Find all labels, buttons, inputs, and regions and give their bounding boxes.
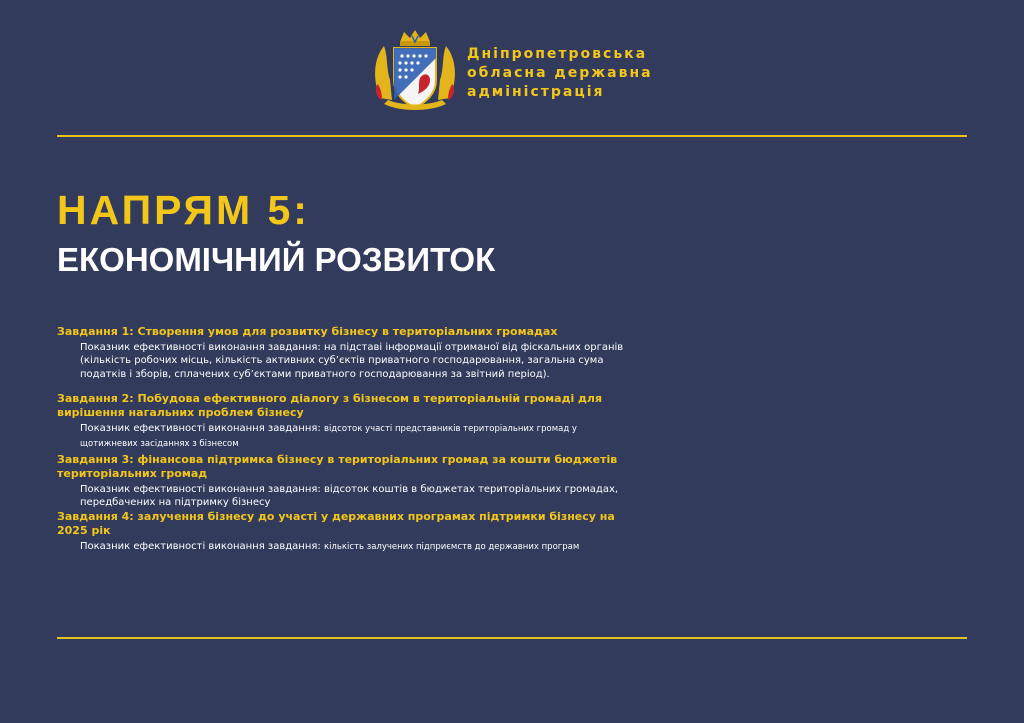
task-indicator xyxy=(57,341,632,381)
task-item xyxy=(57,510,632,554)
task-title: Завдання 2: Побудова ефективного діалогу з бізнесом в територіальній громаді для вирішення нагальних проблем бізнесу xyxy=(57,392,603,420)
indicator-label: Показник ефективності виконання завдання: xyxy=(80,540,324,552)
org-name-line-1: Дніпропетровська xyxy=(467,46,648,62)
org-name-line-2: обласна державна xyxy=(467,65,653,81)
task-indicator xyxy=(57,540,632,554)
direction-subtitle: ЕКОНОМІЧНИЙ РОЗВИТОК xyxy=(57,241,496,278)
task-title: Завдання 1: Створення умов для розвитку бізнесу в територіальних громадах xyxy=(57,325,558,338)
indicator-label: Показник ефективності виконання завдання: xyxy=(80,342,324,353)
indicator-label: Показник ефективності виконання завдання: xyxy=(80,423,324,435)
organization-name xyxy=(467,45,653,102)
tasks-list xyxy=(57,325,632,554)
task-indicator xyxy=(57,422,632,451)
direction-title: НАПРЯМ 5: xyxy=(57,187,310,233)
indicator-text: кількість залучених підприємств до державних програм xyxy=(323,541,580,552)
bottom-divider xyxy=(57,637,967,639)
indicator-text: відсоток участі представників територіальних громад у щотижневих засіданнях з бізнесом xyxy=(80,424,577,449)
indicator-text: відсоток коштів в бюджетах територіальних громадах, передбачених на підтримку бізнесу xyxy=(80,484,619,509)
task-item xyxy=(57,453,632,510)
task-title: Завдання 4: залучення бізнесу до участі у державних програмах підтримки бізнесу на 2025 рік xyxy=(57,509,615,537)
top-divider xyxy=(57,135,967,137)
oblast-coat-of-arms-icon xyxy=(370,28,460,114)
indicator-label: Показник ефективності виконання завдання: xyxy=(80,484,324,496)
indicator-text: на підставі інформації отриманої від фіскальних органів (кількість робочих місць, кількість активних суб’єктів приватного господарювання, загальна сума податків і зборів, сплачених суб’єктами приватного господарювання за звітний період). xyxy=(80,342,624,380)
org-name-line-3: адміністрація xyxy=(467,84,605,100)
task-title: Завдання 3: фінансова підтримка бізнесу в територіальних громад за кошти бюджетів територіальних громад xyxy=(57,453,618,481)
task-item xyxy=(57,392,632,451)
task-indicator xyxy=(57,483,632,510)
task-item xyxy=(57,325,632,381)
